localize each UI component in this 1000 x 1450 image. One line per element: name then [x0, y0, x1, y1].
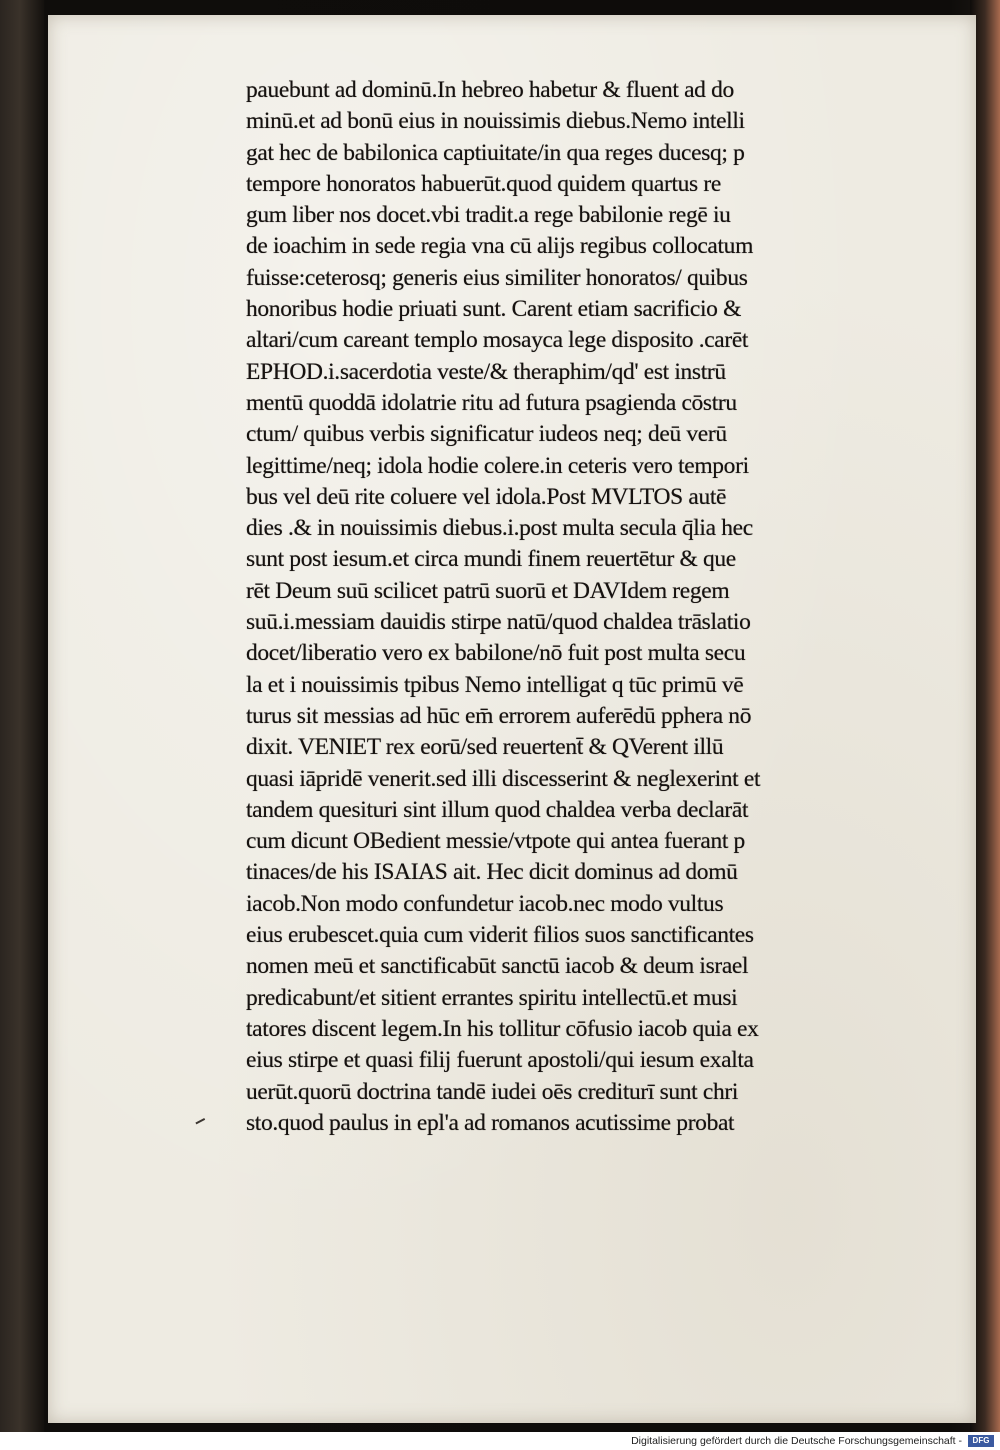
text-line: altari/cum careant templo mosayca lege disposito .carēt [246, 327, 749, 354]
text-line: sto.quod paulus in epl'a ad romanos acutissime probat [246, 1109, 735, 1136]
book-spine-shadow [0, 0, 44, 1432]
margin-mark [195, 1118, 206, 1127]
text-line: dixit. VENIET rex eorū/sed reuertent̄ & QVerent illū [246, 734, 724, 761]
text-line: predicabunt/et sitient errantes spiritu intellectū.et musi [246, 984, 738, 1011]
text-line: sunt post iesum.et circa mundi finem reuertētur & que [246, 546, 736, 573]
funding-notice: Digitalisierung gefördert durch die Deutsche Forschungsgemeinschaft - [631, 1435, 962, 1447]
text-line: gum liber nos docet.vbi tradit.a rege babilonie regē iu [246, 202, 731, 229]
text-line: cum dicunt OBedient messie/vtpote qui antea fuerant p [246, 828, 745, 855]
text-line: honoribus hodie priuati sunt. Carent etiam sacrificio & [246, 296, 742, 323]
text-line: legittime/neq; idola hodie colere.in ceteris vero tempori [246, 452, 749, 479]
text-line: la et i nouissimis tpibus Nemo intelligat q tūc primū vē [246, 671, 744, 698]
text-line: docet/liberatio vero ex babilone/nō fuit post multa secu [246, 640, 746, 667]
book-page [48, 15, 976, 1423]
text-line: eius erubescet.quia cum viderit filios suos sanctificantes [246, 922, 754, 949]
text-line: rēt Deum suū scilicet patrū suorū et DAVIdem regem [246, 577, 730, 604]
text-line: turus sit messias ad hūc em̄ errorem auferēdū pphera nō [246, 702, 752, 729]
text-line: EPHOD.i.sacerdotia veste/& theraphim/qd' est instrū [246, 358, 726, 385]
text-line: fuisse:ceterosq; generis eius similiter honoratos/ quibus [246, 264, 748, 291]
text-line: quasi iāpridē venerit.sed illi discesserint & neglexerint et [246, 765, 761, 792]
text-line: de ioachim in sede regia vna cū alijs regibus collocatum [246, 233, 754, 260]
text-line: minū.et ad bonū eius in nouissimis diebus.Nemo intelli [246, 108, 745, 135]
text-line: pauebunt ad dominū.In hebreo habetur & fluent ad do [246, 77, 734, 103]
text-line: nomen meū et sanctificabūt sanctū iacob & deum israel [246, 953, 749, 980]
digitization-footer [0, 1432, 1000, 1450]
dfg-logo: DFG [968, 1435, 994, 1447]
text-line: bus vel deū rite coluere vel idola.Post MVLTOS autē [246, 483, 727, 510]
text-line: ctum/ quibus verbis significatur iudeos neq; deū verū [246, 421, 727, 448]
text-line: tempore honoratos habuerūt.quod quidem quartus re [246, 170, 721, 197]
text-line: suū.i.messiam dauidis stirpe natū/quod chaldea trāslatio [246, 609, 751, 636]
text-line: tinaces/de his ISAIAS ait. Hec dicit dominus ad domū [246, 859, 738, 886]
text-line: iacob.Non modo confundetur iacob.nec modo vultus [246, 890, 724, 917]
text-line: dies .& in nouissimis diebus.i.post multa secula q̄lia hec [246, 515, 753, 542]
text-line: mentū quoddā idolatrie ritu ad futura psagienda cōstru [246, 389, 737, 416]
text-line: eius stirpe et quasi filij fuerunt apostoli/qui iesum exalta [246, 1047, 754, 1074]
text-line: gat hec de babilonica captiuitate/in qua reges ducesq; p [246, 139, 745, 166]
text-column [246, 75, 906, 1139]
text-line: tandem quesituri sint illum quod chaldea verba declarāt [246, 796, 749, 823]
text-line: tatores discent legem.In his tollitur cōfusio iacob quia ex [246, 1015, 759, 1042]
text-line: uerūt.quorū doctrina tandē iudei oēs crediturī sunt chri [246, 1078, 739, 1105]
